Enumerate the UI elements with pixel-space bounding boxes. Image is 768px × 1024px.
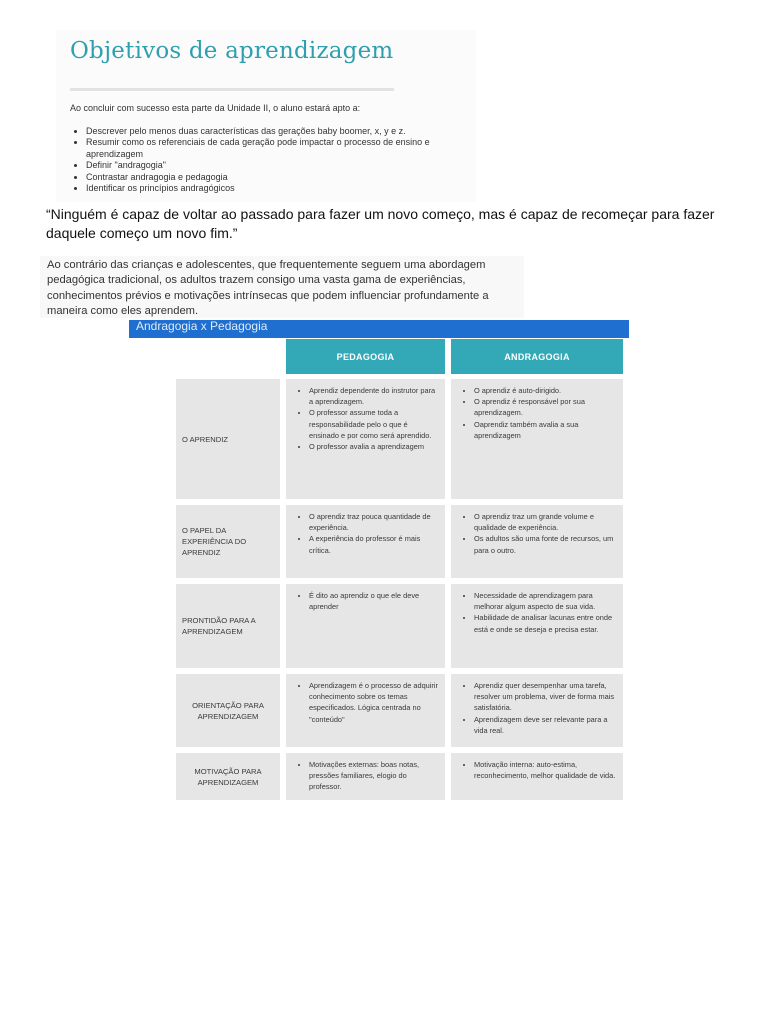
andragogia-cell [451,379,623,499]
row-label: O APRENDIZ [176,379,280,499]
objectives-list [70,126,482,194]
list-item: • Aprendizagem é o processo de adquirir conhecimento sobre os temas especificados. Lógica centrada no "conteúdo" [309,680,439,725]
objectives-section [56,30,476,202]
column-header-andragogia: ANDRAGOGIA [451,339,623,374]
andragogia-cell [451,753,623,800]
row-label: ORIENTAÇÃO PARA APRENDIZAGEM [176,674,280,747]
row-label: O PAPEL DA EXPERIÊNCIA DO APRENDIZ [176,505,280,578]
table-caption: Andragogia x Pedagogia [129,320,629,338]
pedagogia-cell [286,753,445,800]
list-item: • Os adultos são uma fonte de recursos, um para o outro. [474,533,617,555]
list-item: • Aprendizagem deve ser relevante para a vida real. [474,714,617,736]
list-item: • O professor assume toda a responsabilidade pelo o que é ensinado e por como será aprendido. [309,407,439,441]
list-item: • Motivação interna: auto-estima, reconhecimento, melhor qualidade de vida. [474,759,617,781]
objectives-title: Objetivos de aprendizagem [70,38,394,64]
list-item: • O aprendiz é responsável por sua aprendizagem. [474,396,617,418]
paragraph-section [40,256,524,318]
objective-item: • Contrastar andragogia e pedagogia [86,172,482,183]
pedagogia-cell [286,584,445,668]
comparison-table [129,338,629,808]
objective-item: • Resumir como os referenciais de cada geração pode impactar o processo de ensino e aprendizagem [86,137,482,160]
list-item: • A experiência do professor é mais crítica. [309,533,439,555]
pedagogia-cell [286,505,445,578]
column-header-pedagogia: PEDAGOGIA [286,339,445,374]
list-item: • Habilidade de analisar lacunas entre onde está e onde se deseja e precisa estar. [474,612,617,634]
list-item: • Aprendiz quer desempenhar uma tarefa, resolver um problema, viver de forma mais satisfatória. [474,680,617,714]
list-item: • Necessidade de aprendizagem para melhorar algum aspecto de sua vida. [474,590,617,612]
andragogia-cell [451,505,623,578]
list-item: • O aprendiz traz um grande volume e qualidade de experiência. [474,511,617,533]
quote: “Ninguém é capaz de voltar ao passado para fazer um novo começo, mas é capaz de recomeçar para fazer daquele começo um novo fim.” [46,206,715,241]
andragogia-cell [451,584,623,668]
pedagogia-cell [286,674,445,747]
objective-item: • Identificar os princípios andragógicos [86,183,482,194]
list-item: • Oaprendiz também avalia a sua aprendizagem [474,419,617,441]
row-label: MOTIVAÇÃO PARA APRENDIZAGEM [176,753,280,800]
list-item: • O professor avalia a aprendizagem [309,441,439,452]
objectives-intro: Ao concluir com sucesso esta parte da Unidade II, o aluno estará apto a: [70,103,361,113]
andragogia-cell [451,674,623,747]
list-item: • Aprendiz dependente do instrutor para a aprendizagem. [309,385,439,407]
pedagogia-cell [286,379,445,499]
row-label: PRONTIDÃO PARA A APRENDIZAGEM [176,584,280,668]
objective-item: • Descrever pelo menos duas características das gerações baby boomer, x, y e z. [86,126,482,137]
list-item: • Motivações externas: boas notas, pressões familiares, elogio do professor. [309,759,439,793]
body-paragraph: Ao contrário das crianças e adolescentes, que frequentemente seguem uma abordagem pedagógica tradicional, os adultos trazem consigo uma vasta gama de experiências, conhecimentos prévios e motivações intrínsecas que podem influenciar profundamente a maneira como eles aprendem. [47,259,489,317]
objective-item: • Definir "andragogia" [86,160,482,171]
title-divider [70,88,394,91]
list-item: • É dito ao aprendiz o que ele deve aprender [309,590,439,612]
list-item: • O aprendiz é auto-dirigido. [474,385,617,396]
list-item: • O aprendiz traz pouca quantidade de experiência. [309,511,439,533]
